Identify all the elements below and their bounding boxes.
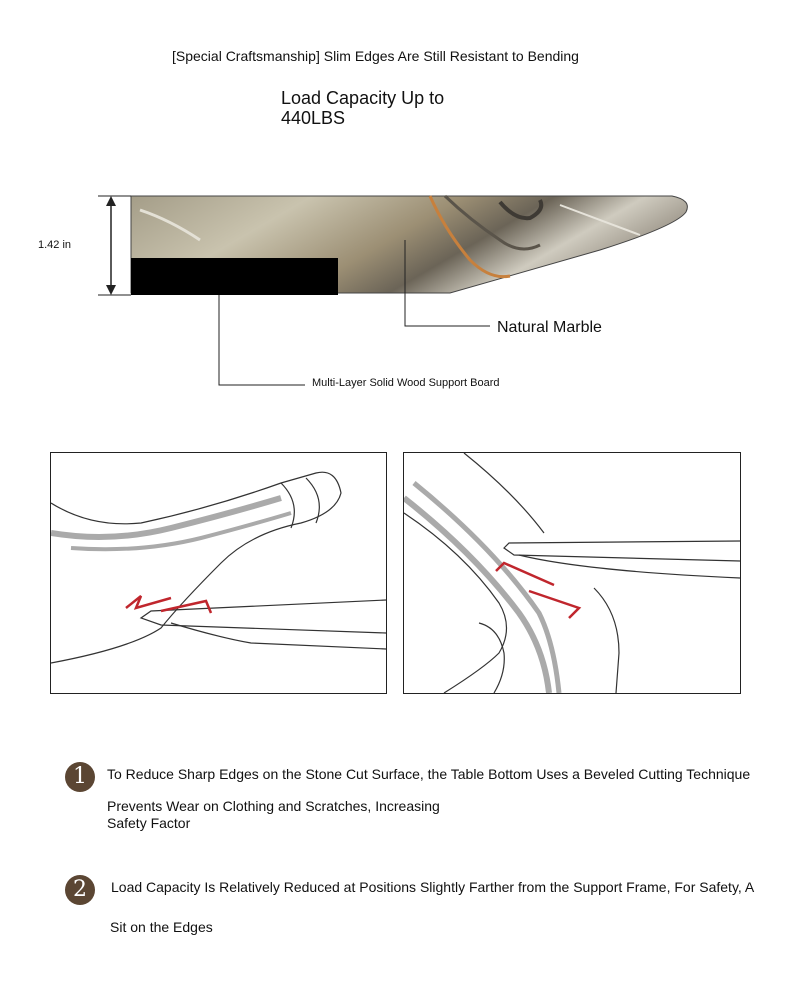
point-2-body <box>110 919 213 936</box>
edge-cross-section-diagram <box>0 180 790 400</box>
point-1-body-line-1: Prevents Wear on Clothing and Scratches, Increasing <box>107 798 440 814</box>
headline-line-1: Load Capacity Up to <box>281 88 445 108</box>
point-1-body-line-2: Safety Factor <box>107 815 191 831</box>
motion-mark-right <box>161 601 211 613</box>
marble-label: Natural Marble <box>497 319 602 336</box>
leg-edge-illustration <box>404 453 740 693</box>
top-caption: [Special Craftsmanship] Slim Edges Are Still Resistant to Bending <box>172 48 579 64</box>
wood-label: Multi-Layer Solid Wood Support Board <box>312 377 500 389</box>
illustration-panel-right <box>403 452 741 694</box>
point-2-badge: 2 <box>65 875 95 905</box>
point-1-badge: 1 <box>65 762 95 792</box>
point-1-title: To Reduce Sharp Edges on the Stone Cut Surface, the Table Bottom Uses a Beveled Cutting Technique <box>107 766 751 782</box>
illustration-panel-left <box>50 452 387 694</box>
point-1-body <box>107 798 440 832</box>
motion-mark-left <box>126 596 171 608</box>
wood-leader-line <box>219 295 305 385</box>
arm-edge-illustration <box>51 453 386 693</box>
headline <box>281 88 444 128</box>
thickness-label: 1.42 in <box>38 239 72 251</box>
headline-line-2: 440LBS <box>281 108 346 128</box>
wood-support-board <box>131 258 338 295</box>
point-2-body-line-1: Sit on the Edges <box>110 919 213 935</box>
motion-mark-lower <box>529 591 579 618</box>
point-2-title: Load Capacity Is Relatively Reduced at Positions Slightly Farther from the Support Frame, For Safety, A <box>111 879 755 895</box>
